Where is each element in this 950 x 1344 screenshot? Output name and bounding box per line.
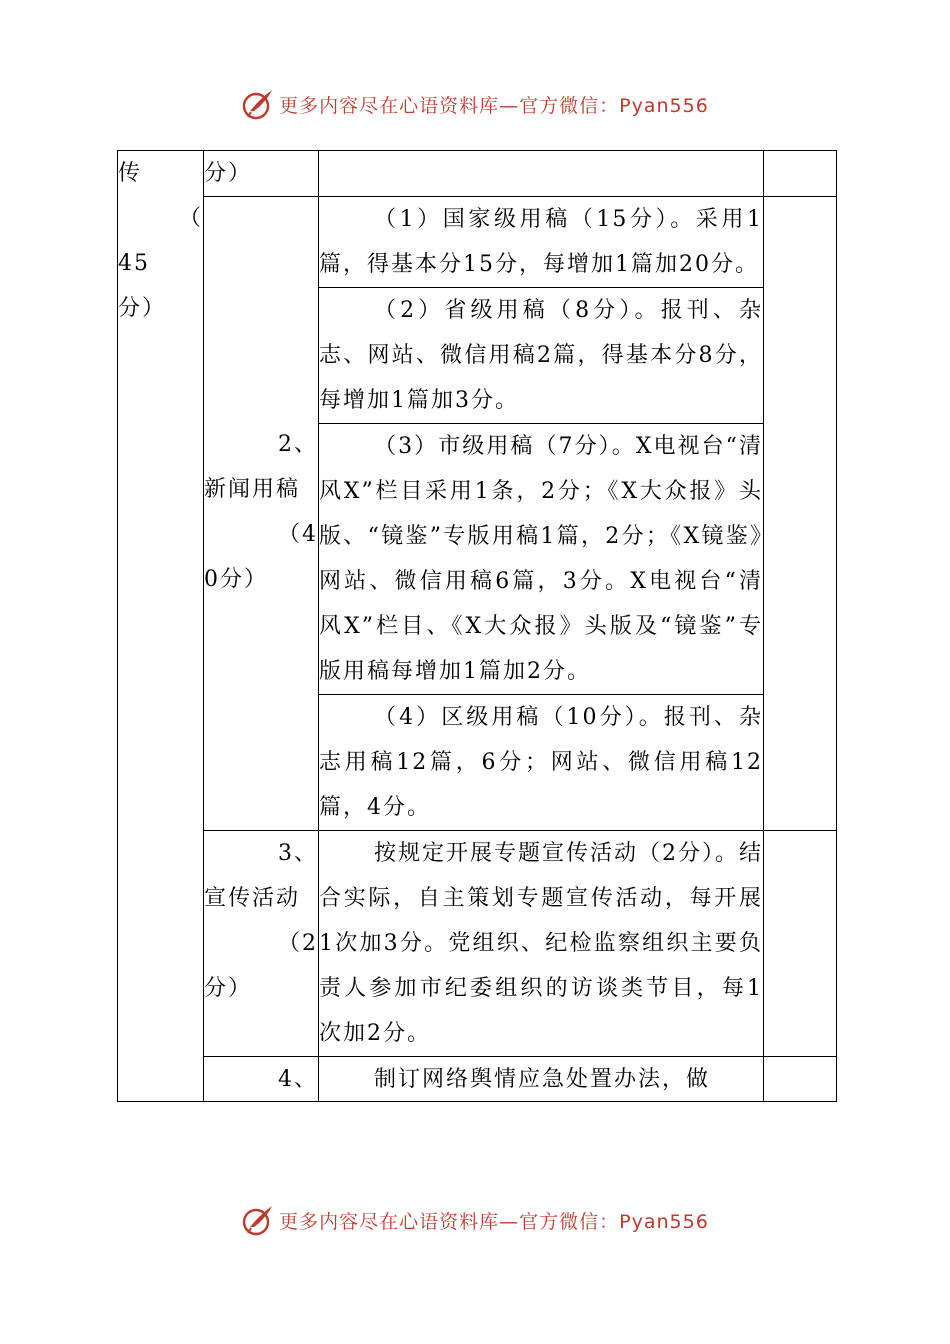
category-cell (118, 151, 204, 1102)
criteria-city: （3）市级用稿（7分）。X电视台“清风X”栏目采用1条，2分；《X大众报》头版、“镜鉴”专版用稿1篇，2分；《X镜鉴》网站、微信用稿6篇，3分。X电视台“清风X”栏目、《X大众报》头版及“镜鉴”专版用稿每增加1篇加2分。 (319, 424, 764, 695)
criteria-opinion-text: 制订网络舆情应急处置办法，做 (374, 1067, 711, 1092)
category-line-1: 传 (118, 161, 143, 186)
subcategory-score-b: 分） (204, 976, 253, 1001)
subcategory-score-a: （2 (278, 931, 318, 956)
subcategory-number: 2、 (278, 432, 318, 457)
table-row (118, 831, 837, 1057)
subcategory-news-cell (204, 197, 319, 831)
criteria-activity: 按规定开展专题宣传活动（2分）。结合实际，自主策划专题宣传活动，每开展1次加3分。党组织、纪检监察组织主要负责人参加市纪委组织的访谈类节目，每1次加2分。 (319, 831, 764, 1057)
scoring-table (117, 150, 837, 1102)
category-line-3: 45 (118, 251, 150, 276)
subcategory-score-a: （4 (278, 522, 318, 547)
score-cell (764, 197, 837, 831)
table-row (118, 197, 837, 288)
quill-logo-icon (241, 87, 275, 121)
table-row (118, 1057, 837, 1102)
criteria-district: （4）区级用稿（10分）。报刊、杂志用稿12篇，6分；网站、微信用稿12篇，4分。 (319, 695, 764, 831)
criteria-provincial: （2）省级用稿（8分）。报刊、杂志、网站、微信用稿2篇，得基本分8分，每增加1篇加3分。 (319, 288, 764, 424)
watermark-text: 更多内容尽在心语资料库—官方微信：Pyan556 (279, 94, 709, 117)
subcategory-score-b: 0分） (204, 567, 268, 592)
score-cell (764, 831, 837, 1057)
subcategory-opinion-cell (204, 1057, 319, 1102)
subcategory-number: 3、 (278, 841, 318, 866)
subcategory-name: 宣传活动 (204, 886, 301, 911)
watermark-header (0, 84, 950, 124)
category-line-2: （ (178, 206, 203, 231)
subcategory-name: 新闻用稿 (204, 477, 301, 502)
category-line-4: 分） (118, 296, 167, 321)
subcategory-activity-cell (204, 831, 319, 1057)
criteria-national: （1）国家级用稿（15分）。采用1篇，得基本分15分，每增加1篇加20分。 (319, 197, 764, 288)
criteria-opinion (319, 1057, 764, 1102)
criteria-cell-empty (319, 151, 764, 197)
quill-logo-icon (241, 1203, 275, 1237)
subcategory-number: 4、 (278, 1067, 318, 1092)
subcategory-cell-continued: 分） (204, 151, 319, 197)
watermark-text: 更多内容尽在心语资料库—官方微信：Pyan556 (279, 1210, 709, 1233)
table-row-continued (118, 151, 837, 197)
watermark-footer (0, 1200, 950, 1240)
score-cell (764, 151, 837, 197)
score-cell (764, 1057, 837, 1102)
